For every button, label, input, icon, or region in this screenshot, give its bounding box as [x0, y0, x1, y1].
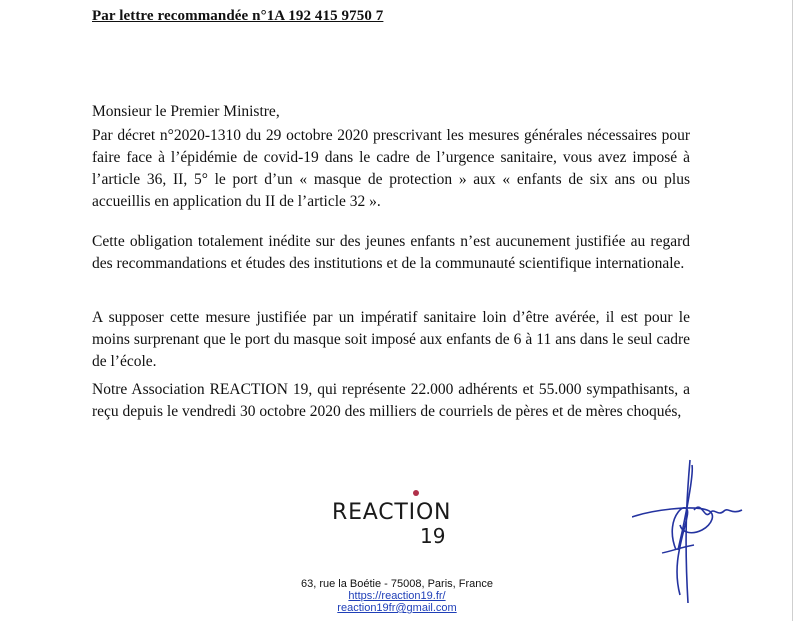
logo-text: REACTION	[332, 500, 452, 525]
logo-number: 19	[420, 524, 446, 548]
paragraph-decree: Par décret n°2020-1310 du 29 octobre 2020 prescrivant les mesures générales nécessaires pour faire face à l’épidémie de covid-19 dans le cadre de l’urgence sanitaire, vous avez imposé à l’article 36, II, 5° le port d’un « masque de protection » aux « enfants de six ans ou plus accueillis en application du II de l’article 32 ».	[92, 127, 690, 210]
footer-email-link[interactable]: reaction19fr@gmail.com	[337, 602, 457, 614]
registered-letter-header: Par lettre recommandée n°1A 192 415 9750 7	[92, 8, 384, 24]
footer-website-link[interactable]: https://reaction19.fr/	[348, 590, 446, 602]
paragraph-association: Notre Association REACTION 19, qui représente 22.000 adhérents et 55.000 sympathisants, a reçu depuis le vendredi 30 octobre 2020 des milliers de courriels de pères et de mères choqués,	[92, 381, 690, 420]
paragraph-measure: A supposer cette mesure justifiée par un impératif sanitaire loin d’être avérée, il est pour le moins surprenant que le port du masque soit imposé aux enfants de 6 à 11 ans dans le seul cadre de l’école.	[92, 309, 690, 370]
paragraph-obligation: Cette obligation totalement inédite sur des jeunes enfants n’est aucunement justifiée au regard des recommandations et études des institutions et de la communauté scientifique internationale.	[92, 233, 690, 272]
footer-address: 63, rue la Boétie - 75008, Paris, France	[301, 578, 493, 590]
logo-dot-icon	[413, 490, 419, 496]
salutation: Monsieur le Premier Ministre,	[92, 103, 280, 120]
reaction19-logo	[332, 490, 452, 550]
